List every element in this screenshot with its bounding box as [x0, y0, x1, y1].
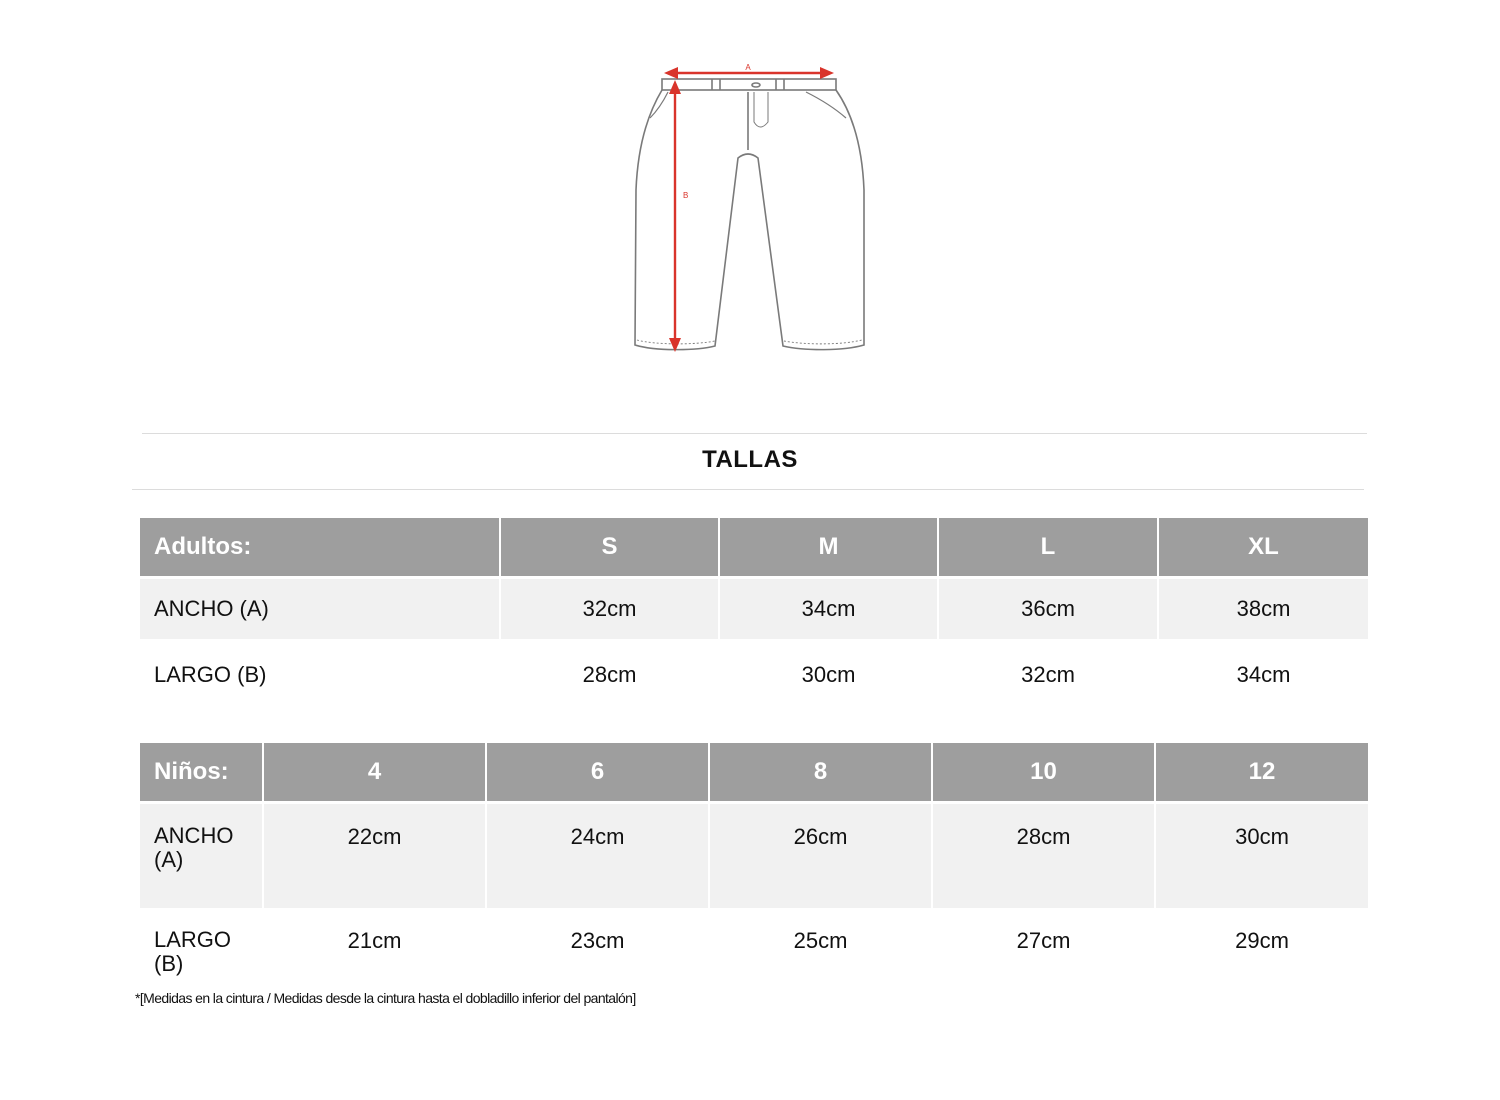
table-row: [140, 639, 1368, 711]
table-cell: 22cm: [263, 803, 486, 909]
divider-top: [142, 433, 1367, 434]
table-cell: 28cm: [500, 639, 719, 711]
row-label: LARGO (B): [140, 908, 263, 1008]
table-cell: 21cm: [263, 908, 486, 1008]
table-cell: 34cm: [719, 578, 938, 640]
size-header: 4: [263, 743, 486, 803]
table-cell: 24cm: [486, 803, 709, 909]
table-cell: 36cm: [938, 578, 1158, 640]
size-header: 6: [486, 743, 709, 803]
adult-size-table: [140, 518, 1368, 711]
table-cell: 25cm: [709, 908, 932, 1008]
table-cell: 30cm: [719, 639, 938, 711]
width-arrow-a: [664, 63, 834, 79]
table-cell: 26cm: [709, 803, 932, 909]
table-cell: 32cm: [500, 578, 719, 640]
table-cell: 32cm: [938, 639, 1158, 711]
footnote: *[Medidas en la cintura / Medidas desde la cintura hasta el dobladillo inferior del pantalón]: [135, 990, 636, 1006]
page-title: TALLAS: [702, 446, 798, 473]
shorts-outline: [635, 79, 864, 350]
table-row: [140, 578, 1368, 640]
divider-bottom: [132, 489, 1364, 490]
label-b: B: [683, 191, 689, 200]
row-label: ANCHO (A): [140, 803, 263, 909]
size-header: 8: [709, 743, 932, 803]
size-header: 12: [1155, 743, 1368, 803]
table-cell: 28cm: [932, 803, 1155, 909]
kids-header-label: Niños:: [140, 743, 263, 803]
row-label: ANCHO (A): [140, 578, 500, 640]
table-cell: 30cm: [1155, 803, 1368, 909]
size-header: S: [500, 518, 719, 578]
size-header: XL: [1158, 518, 1368, 578]
table-cell: 29cm: [1235, 928, 1289, 953]
size-header: M: [719, 518, 938, 578]
table-cell: 38cm: [1158, 578, 1368, 640]
shorts-measurement-diagram: [600, 55, 900, 365]
label-a: A: [745, 63, 751, 72]
size-header: 10: [932, 743, 1155, 803]
table-cell: 34cm: [1236, 662, 1291, 687]
adult-header-label: Adultos:: [140, 518, 500, 578]
table-cell: 27cm: [932, 908, 1155, 1008]
kids-size-table: [140, 743, 1368, 1008]
table-header-row: [140, 743, 1368, 803]
size-header: L: [938, 518, 1158, 578]
row-label: LARGO (B): [140, 639, 500, 711]
table-cell: 23cm: [486, 908, 709, 1008]
table-row: [140, 803, 1368, 909]
length-arrow-b: [669, 80, 688, 352]
table-header-row: [140, 518, 1368, 578]
